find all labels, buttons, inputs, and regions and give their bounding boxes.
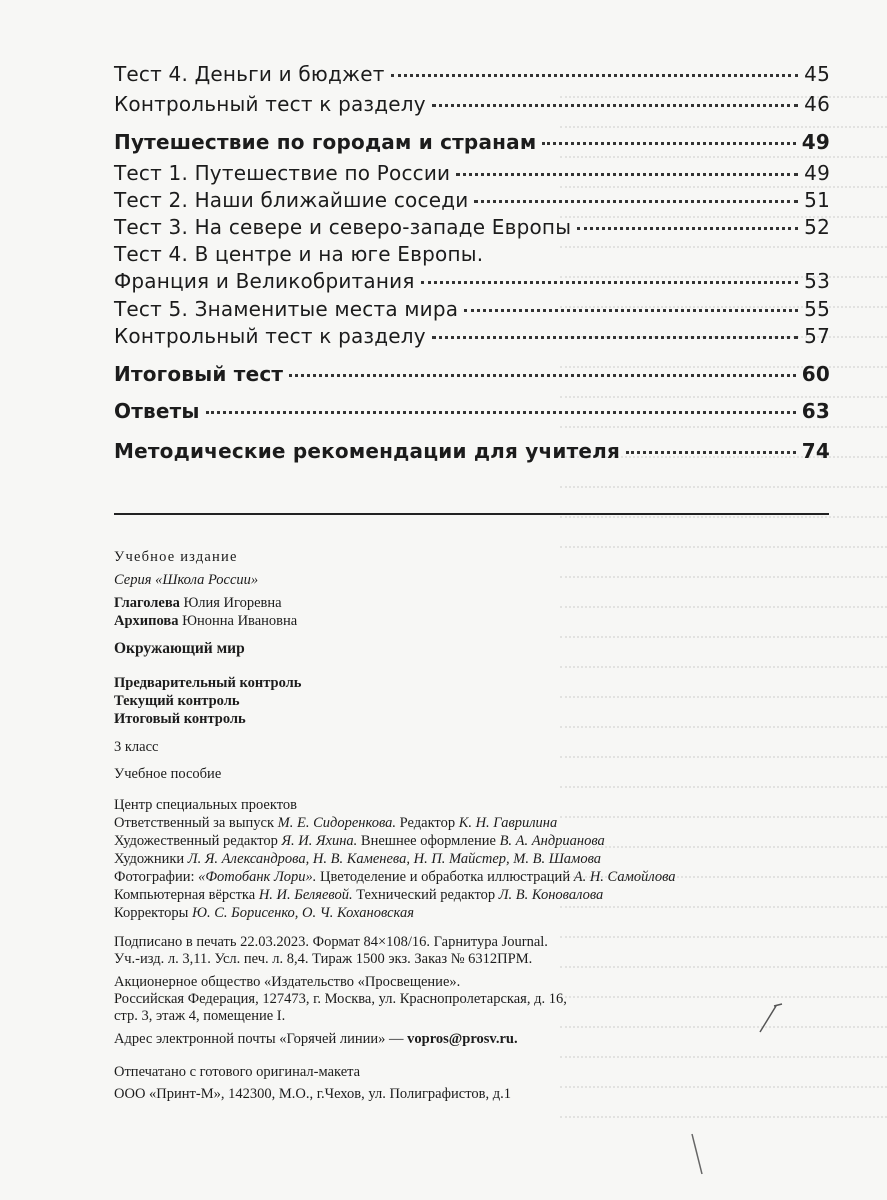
toc-entry-page: 46	[804, 92, 830, 116]
toc-entry-page: 52	[804, 215, 830, 239]
credits-layout	[114, 886, 603, 904]
credit-label: Художники	[114, 851, 185, 867]
toc-entry-title: Тест 3. На севере и северо-западе Европы	[114, 215, 572, 239]
credit-name: М. Е. Сидоренкова.	[277, 815, 397, 831]
print-info-1: Подписано в печать 22.03.2023. Формат 84×108/16. Гарнитура Journal.	[114, 934, 548, 950]
publisher-line-2: Российская Федерация, 127473, г. Москва, ул. Краснопролетарская, д. 16,	[114, 991, 567, 1007]
toc-entry-title: Тест 4. В центре и на юге Европы.	[114, 242, 484, 266]
toc-entry-title: Методические рекомендации для учителя	[114, 439, 621, 463]
printer-address: ООО «Принт-М», 142300, М.О., г.Чехов, ул. Полиграфистов, д.1	[114, 1086, 511, 1102]
toc-entry-title: Путешествие по городам и странам	[114, 130, 537, 154]
credits-proofreaders	[114, 904, 414, 922]
author-1	[114, 594, 282, 612]
section-divider	[114, 513, 829, 515]
toc-leader-dots	[577, 227, 798, 230]
credit-name: Ю. С. Борисенко, О. Ч. Кохановская	[192, 905, 414, 921]
book-title: Окружающий мир	[114, 640, 245, 657]
credit-name: К. Н. Гаврилина	[458, 815, 558, 831]
toc-entry	[114, 324, 830, 354]
credit-name: «Фотобанк Лори».	[198, 869, 317, 885]
credits-photos	[114, 868, 676, 886]
toc-entry-page: 49	[801, 130, 830, 154]
toc-leader-dots	[542, 142, 795, 145]
toc-entry-page: 49	[804, 161, 830, 185]
credit-label: Художественный редактор	[114, 833, 278, 849]
toc-leader-dots	[391, 74, 798, 77]
toc-section-heading	[114, 399, 830, 429]
toc-leader-dots	[289, 374, 796, 377]
credit-label: Фотографии:	[114, 869, 195, 885]
toc-entry	[114, 188, 830, 218]
toc-entry-page: 53	[804, 269, 830, 293]
toc-entry-page: 55	[804, 297, 830, 321]
edition-type: Учебное издание	[114, 549, 238, 565]
toc-leader-dots	[456, 173, 798, 176]
author-2-surname: Архипова	[114, 613, 179, 629]
email-address: vopros@prosv.ru.	[407, 1031, 518, 1047]
toc-entry	[114, 269, 830, 299]
credit-name: Я. И. Яхина.	[281, 833, 358, 849]
toc-leader-dots	[432, 104, 798, 107]
toc-entry	[114, 297, 830, 327]
credits-art-editor	[114, 832, 605, 850]
book-kind: Учебное пособие	[114, 766, 222, 782]
toc-entry-title: Тест 2. Наши ближайшие соседи	[114, 188, 469, 212]
publisher-line-1: Акционерное общество «Издательство «Просвещение».	[114, 974, 461, 990]
credit-name: Н. И. Беляевой.	[258, 887, 353, 903]
toc-entry-page: 74	[801, 439, 830, 463]
pencil-mark-icon	[684, 1130, 710, 1180]
toc-leader-dots	[206, 411, 796, 414]
credit-label: Корректоры	[114, 905, 189, 921]
center-name: Центр специальных проектов	[114, 797, 297, 813]
printed-from: Отпечатано с готового оригинал-макета	[114, 1064, 361, 1080]
subtitle-3: Итоговый контроль	[114, 711, 246, 727]
toc-entry-title: Итоговый тест	[114, 362, 284, 386]
toc-leader-dots	[464, 309, 798, 312]
credit-name: Л. Я. Александрова, Н. В. Каменева, Н. П. Майстер, М. В. Шамова	[187, 851, 602, 867]
toc-entry	[114, 62, 830, 92]
toc-entry-page: 45	[804, 62, 830, 86]
toc-entry-title: Тест 5. Знаменитые места мира	[114, 297, 459, 321]
grade-label: 3 класс	[114, 739, 159, 755]
credit-name: В. А. Андрианова	[499, 833, 605, 849]
credits-responsible	[114, 814, 557, 832]
toc-entry-title: Тест 4. Деньги и бюджет	[114, 62, 385, 86]
print-info-2: Уч.-изд. л. 3,11. Усл. печ. л. 8,4. Тираж 1500 экз. Заказ № 6312ПРМ.	[114, 951, 533, 967]
toc-entry-page: 63	[801, 399, 830, 423]
subtitle-2: Текущий контроль	[114, 693, 240, 709]
toc-entry-title: Контрольный тест к разделу	[114, 324, 426, 348]
credit-label: Технический редактор	[356, 887, 496, 903]
credit-label: Компьютерная вёрстка	[114, 887, 256, 903]
toc-section-heading	[114, 130, 830, 160]
toc-entry-page: 60	[801, 362, 830, 386]
toc-entry-title: Франция и Великобритания	[114, 269, 415, 293]
credit-label: Цветоделение и обработка иллюстраций	[320, 869, 571, 885]
author-2-name: Юнонна Ивановна	[182, 613, 298, 629]
toc-entry-title: Ответы	[114, 399, 200, 423]
author-1-name: Юлия Игоревна	[183, 595, 282, 611]
credit-name: А. Н. Самойлова	[573, 869, 676, 885]
author-1-surname: Глаголева	[114, 595, 180, 611]
toc-entry	[114, 161, 830, 191]
toc-leader-dots	[432, 336, 798, 339]
credit-name: Л. В. Коновалова	[498, 887, 604, 903]
credit-label: Внешнее оформление	[360, 833, 496, 849]
toc-entry-title: Тест 1. Путешествие по России	[114, 161, 451, 185]
credit-label: Редактор	[399, 815, 456, 831]
toc-leader-dots	[626, 451, 796, 454]
pencil-mark-icon	[756, 1000, 786, 1036]
toc-leader-dots	[421, 281, 798, 284]
publisher-line-3: стр. 3, этаж 4, помещение I.	[114, 1008, 286, 1024]
toc-section-heading	[114, 362, 830, 392]
toc-entry	[114, 215, 830, 245]
hotline-email	[114, 1030, 518, 1048]
subtitle-1: Предварительный контроль	[114, 675, 302, 691]
toc-entry	[114, 242, 830, 272]
toc-entry	[114, 92, 830, 122]
toc-section-heading	[114, 439, 830, 469]
author-2	[114, 612, 297, 630]
credit-label: Ответственный за выпуск	[114, 815, 275, 831]
series-name: Серия «Школа России»	[114, 572, 259, 588]
email-label: Адрес электронной почты «Горячей линии» —	[114, 1031, 404, 1047]
toc-leader-dots	[474, 200, 798, 203]
toc-entry-title: Контрольный тест к разделу	[114, 92, 426, 116]
credits-artists	[114, 850, 601, 868]
toc-entry-page: 51	[804, 188, 830, 212]
toc-entry-page: 57	[804, 324, 830, 348]
